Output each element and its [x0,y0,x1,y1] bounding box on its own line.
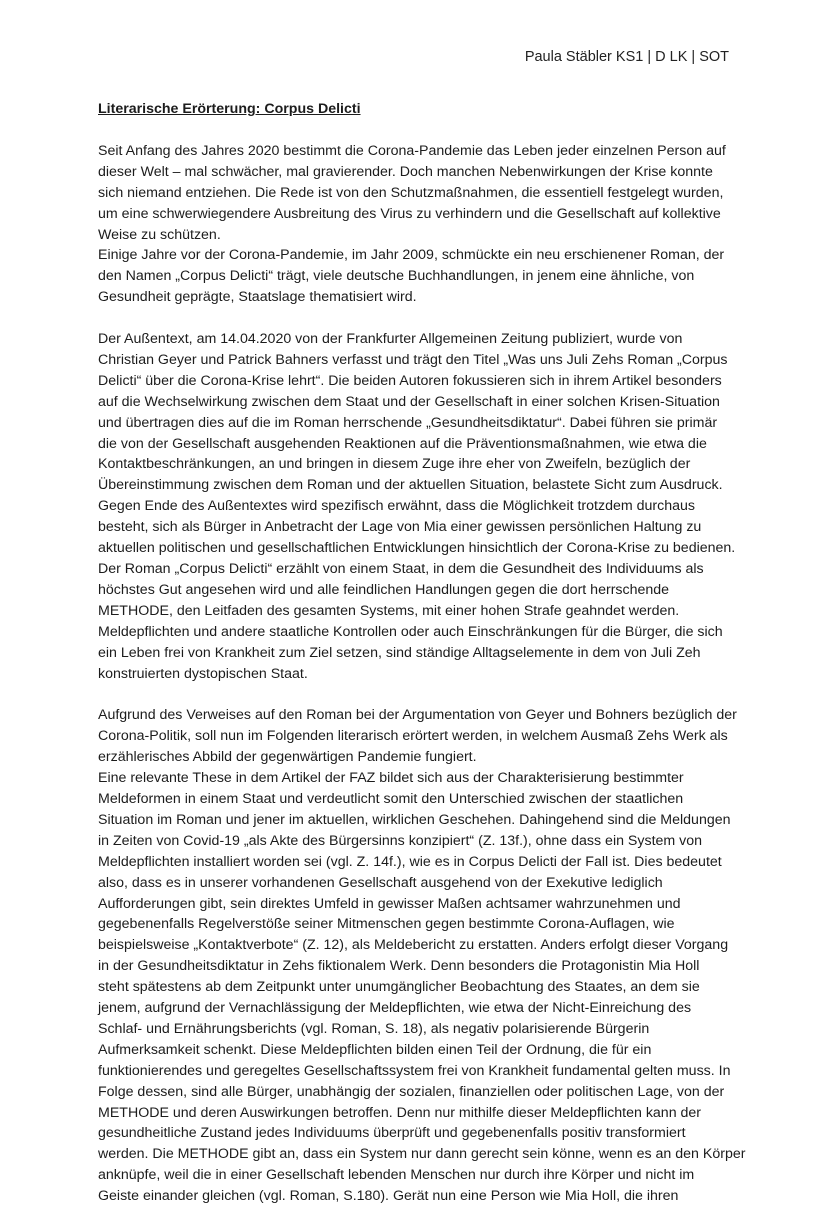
text-line: Gesundheit geprägte, Staatslage thematisiert wird. [98,289,417,306]
paragraph [98,329,738,559]
text-line: gegebenenfalls Regelverstöße seiner Mitmenschen gegen bestimmte Corona-Auflagen, wie [98,916,675,933]
header-author-line: Paula Stäbler KS1 | D LK | SOT [524,49,729,65]
text-line: steht spätestens ab dem Zeitpunkt unter unumgänglicher Beobachtung des Staates, an dem sie [98,979,700,996]
paragraph-spacer [98,684,738,705]
text-line: Seit Anfang des Jahres 2020 bestimmt die Corona-Pandemie das Leben jeder einzelnen Person auf [98,142,726,159]
text-line: Übereinstimmung zwischen dem Roman und der aktuellen Situation, belastete Sicht zum Ausdruck. [98,477,723,494]
paragraph-container [98,141,746,1207]
text-line: Delicti“ über die Corona-Krise lehrt“. Die beiden Autoren fokussieren sich in ihrem Artikel besonders [98,372,722,389]
text-line: höchstes Gut angesehen wird und alle feindlichen Handlungen gegen die dort herrschende [98,581,670,598]
text-line: Schlaf- und Ernährungsberichts (vgl. Roman, S. 18), als negativ polarisierende Bürgerin [98,1020,650,1037]
text-line: Geiste einander gleichen (vgl. Roman, S.180). Gerät nun eine Person wie Mia Holl, die ihren [98,1188,679,1205]
paragraph [98,245,738,308]
text-line: ein Leben frei von Krankheit zum Ziel setzen, sind ständige Alltagselemente in dem von Juli Zeh [98,644,701,661]
text-line: und übertragen dies auf die im Roman herrschende „Gesundheitsdiktatur“. Dabei führen sie primär [98,414,718,431]
text-line: Weise zu schützen. [98,226,221,243]
document-title: Literarische Erörterung: Corpus Delicti [98,101,361,117]
paragraph [98,559,738,684]
text-line: Der Roman „Corpus Delicti“ erzählt von einem Staat, in dem die Gesundheit des Individuums als [98,561,704,578]
document-body [98,99,746,1207]
text-line: sich niemand entziehen. Die Rede ist von den Schutzmaßnahmen, die essentiell festgelegt wurden, [98,184,724,201]
paragraph [98,141,738,246]
text-line: METHODE und deren Auswirkungen betroffen. Denn nur mithilfe dieser Meldepflichten kann der [98,1104,702,1121]
text-line: Meldepflichten installiert worden sei (vgl. Z. 14f.), wie es in Corpus Delicti der Fall ist. Dies bedeutet [98,853,722,870]
text-line: besteht, sich als Bürger in Anbetracht der Lage von Mia einer gewissen persönlichen Haltung zu [98,519,702,536]
text-line: die von der Gesellschaft ausgehenden Reaktionen auf die Präventionsmaßnahmen, wie etwa die [98,435,707,452]
text-line: den Namen „Corpus Delicti“ trägt, viele deutsche Buchhandlungen, in jenem eine ähnliche, von [98,268,695,285]
text-line: werden. Die METHODE gibt an, dass ein System nur dann gerecht sein könne, wenn es an den Körper [98,1146,746,1163]
text-line: funktionierendes und geregeltes Gesellschaftssystem frei von Krankheit fundamental gelten muss. In [98,1062,731,1079]
text-line: METHODE, den Leitfaden des gesamten Systems, mit einer hohen Strafe geahndet werden. [98,602,680,619]
paragraph [98,705,738,768]
text-line: um eine schwerwiegendere Ausbreitung des Virus zu verhindern und die Gesellschaft auf kollektive [98,205,721,222]
text-line: jenem, aufgrund der Vernachlässigung der Meldepflichten, wie etwa der Nicht-Einreichung des [98,1000,692,1017]
text-line: Aufgrund des Verweises auf den Roman bei der Argumentation von Geyer und Bohners bezüglich der [98,707,737,724]
text-line: Meldeformen in einem Staat und verdeutlicht somit den Unterschied zwischen der staatlichen [98,790,684,807]
text-line: dieser Welt – mal schwächer, mal gravierender. Doch manchen Nebenwirkungen der Krise konnte [98,163,713,180]
text-line: Aufmerksamkeit schenkt. Diese Meldepflichten bilden einen Teil der Ordnung, die für ein [98,1041,652,1058]
text-line: Christian Geyer und Patrick Bahners verfasst und trägt den Titel „Was uns Juli Zehs Roman „Corpus [98,351,728,368]
text-line: konstruierten dystopischen Staat. [98,665,308,682]
text-line: Der Außentext, am 14.04.2020 von der Frankfurter Allgemeinen Zeitung publiziert, wurde von [98,331,683,348]
text-line: erzählerisches Abbild der gegenwärtigen Pandemie fungiert. [98,749,477,766]
text-line: in Zeiten von Covid-19 „als Akte des Bürgersinns konzipiert“ (Z. 13f.), ohne dass ein System von [98,832,703,849]
paragraph [98,768,746,1207]
text-line: Corona-Politik, soll nun im Folgenden literarisch erörtert werden, in welchem Ausmaß Zehs Werk als [98,728,728,745]
text-line: Gegen Ende des Außentextes wird spezifisch erwähnt, dass die Möglichkeit trotzdem durchaus [98,498,695,515]
text-line: aktuellen politischen und gesellschaftlichen Entwicklungen hinsichtlich der Corona-Krise zu bedienen. [98,540,736,557]
text-line: Aufforderungen gibt, sein direktes Umfeld in gewisser Maßen achtsamer wahrzunehmen und [98,895,681,912]
text-line: gesundheitliche Zustand jedes Individuums überprüft und gegebenenfalls positiv transformiert [98,1125,686,1142]
text-line: Meldepflichten und andere staatliche Kontrollen oder auch Einschränkungen für die Bürger, die sich [98,623,723,640]
paragraph-spacer [98,308,738,329]
text-line: Einige Jahre vor der Corona-Pandemie, im Jahr 2009, schmückte ein neu erschienener Roman, der [98,247,725,264]
text-line: Situation im Roman und jener im aktuellen, wirklichen Geschehen. Dahingehend sind die Meldungen [98,811,731,828]
text-line: also, dass es in unserer vorhandenen Gesellschaft ausgehend von der Exekutive lediglich [98,874,663,891]
text-line: anknüpfe, weil die in einer Gesellschaft lebenden Menschen nur durch ihre Körper und nicht im [98,1167,695,1184]
text-line: auf die Wechselwirkung zwischen dem Staat und der Gesellschaft in einer solchen Krisen-Situation [98,393,720,410]
text-line: beispielsweise „Kontaktverbote“ (Z. 12), als Meldebericht zu erstatten. Anders erfolgt dieser Vorgang [98,937,729,954]
text-line: Kontaktbeschränkungen, an und bringen in diesem Zuge ihre eher von Zweifeln, bezüglich der [98,456,691,473]
text-line: Eine relevante These in dem Artikel der FAZ bildet sich aus der Charakterisierung bestimmter [98,770,684,787]
text-line: Folge dessen, sind alle Bürger, unabhängig der sozialen, finanziellen oder politischen Lage, von der [98,1083,725,1100]
text-line: in der Gesundheitsdiktatur in Zehs fiktionalem Werk. Denn besonders die Protagonistin Mia Holl [98,958,700,975]
